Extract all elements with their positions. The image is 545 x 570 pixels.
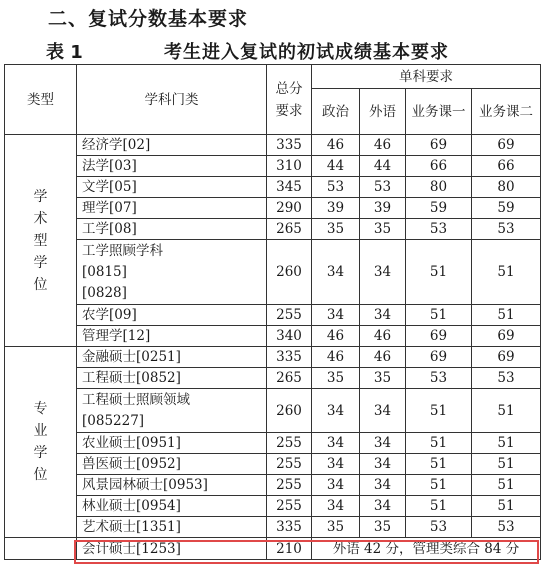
table-row — [5, 454, 541, 475]
score-requirements-table — [4, 64, 541, 560]
politics-cell: 34 — [312, 305, 360, 326]
course2-cell: 51 — [472, 305, 541, 326]
course1-cell: 59 — [406, 198, 472, 219]
table-row — [5, 517, 541, 538]
foreign-cell: 35 — [360, 517, 406, 538]
total-cell: 255 — [267, 475, 312, 496]
table-row — [5, 198, 541, 219]
table-row — [5, 156, 541, 177]
header-politics: 政治 — [312, 89, 360, 135]
foreign-cell: 46 — [360, 135, 406, 156]
politics-cell: 53 — [312, 177, 360, 198]
total-cell: 260 — [267, 389, 312, 433]
total-cell: 255 — [267, 305, 312, 326]
foreign-cell: 34 — [360, 454, 406, 475]
total-cell: 265 — [267, 368, 312, 389]
table-row — [5, 326, 541, 347]
politics-cell: 34 — [312, 496, 360, 517]
table-row — [5, 475, 541, 496]
course1-cell: 66 — [406, 156, 472, 177]
subject-line: [0815] — [82, 263, 127, 280]
subject-cell: 农业硕士[0951] — [77, 433, 267, 454]
politics-cell: 39 — [312, 198, 360, 219]
course1-cell: 51 — [406, 475, 472, 496]
subject-cell: 风景园林硕士[0953] — [77, 475, 267, 496]
total-cell: 260 — [267, 240, 312, 305]
table-row — [5, 305, 541, 326]
course2-cell: 53 — [472, 219, 541, 240]
politics-cell: 34 — [312, 389, 360, 433]
subject-cell: 法学[03] — [77, 156, 267, 177]
total-cell: 265 — [267, 219, 312, 240]
course1-cell: 53 — [406, 517, 472, 538]
header-single-subject: 单科要求 — [312, 65, 541, 89]
table-row-special — [5, 538, 541, 560]
header-category: 类型 — [5, 65, 77, 135]
foreign-cell: 46 — [360, 347, 406, 368]
subject-cell: 会计硕士[1253] — [77, 538, 267, 560]
table-number: 表 1 — [46, 42, 83, 63]
course2-cell: 51 — [472, 389, 541, 433]
foreign-cell: 34 — [360, 305, 406, 326]
foreign-cell: 44 — [360, 156, 406, 177]
politics-cell: 35 — [312, 368, 360, 389]
foreign-cell: 35 — [360, 219, 406, 240]
special-note-cell: 外语 42 分，管理类综合 84 分 — [312, 538, 541, 560]
politics-cell: 44 — [312, 156, 360, 177]
course2-cell: 80 — [472, 177, 541, 198]
course1-cell: 51 — [406, 454, 472, 475]
foreign-cell: 34 — [360, 389, 406, 433]
subject-cell: 工学[08] — [77, 219, 267, 240]
subject-line: 工程硕士照顾领域 — [82, 391, 190, 408]
course2-cell: 51 — [472, 433, 541, 454]
total-cell: 210 — [267, 538, 312, 560]
subject-cell — [77, 240, 267, 305]
category-cell-empty — [5, 538, 77, 560]
politics-cell: 34 — [312, 454, 360, 475]
politics-cell: 34 — [312, 433, 360, 454]
table-body — [5, 135, 541, 560]
subject-line: [085227] — [82, 412, 145, 429]
total-cell: 335 — [267, 517, 312, 538]
course2-cell: 51 — [472, 454, 541, 475]
foreign-cell: 34 — [360, 496, 406, 517]
course1-cell: 51 — [406, 240, 472, 305]
table-row — [5, 240, 541, 305]
total-cell: 310 — [267, 156, 312, 177]
foreign-cell: 34 — [360, 433, 406, 454]
foreign-cell: 39 — [360, 198, 406, 219]
total-cell: 335 — [267, 347, 312, 368]
foreign-cell: 34 — [360, 475, 406, 496]
subject-cell: 工程硕士[0852] — [77, 368, 267, 389]
header-course1: 业务课一 — [406, 89, 472, 135]
category-cell: 学术型学位 — [5, 135, 77, 347]
subject-line: 工学照顾学科 — [82, 242, 163, 259]
section-heading: 二、复试分数基本要求 — [48, 8, 249, 30]
subject-cell: 林业硕士[0954] — [77, 496, 267, 517]
foreign-cell: 35 — [360, 368, 406, 389]
table-row — [5, 135, 541, 156]
course1-cell: 69 — [406, 347, 472, 368]
subject-cell: 管理学[12] — [77, 326, 267, 347]
course1-cell: 53 — [406, 219, 472, 240]
politics-cell: 46 — [312, 135, 360, 156]
politics-cell: 35 — [312, 517, 360, 538]
politics-cell: 46 — [312, 326, 360, 347]
course1-cell: 69 — [406, 135, 472, 156]
foreign-cell: 46 — [360, 326, 406, 347]
header-course2: 业务课二 — [472, 89, 541, 135]
total-cell: 345 — [267, 177, 312, 198]
course2-cell: 51 — [472, 240, 541, 305]
course1-cell: 51 — [406, 389, 472, 433]
course1-cell: 51 — [406, 433, 472, 454]
course2-cell: 51 — [472, 496, 541, 517]
subject-cell: 艺术硕士[1351] — [77, 517, 267, 538]
course2-cell: 51 — [472, 475, 541, 496]
header-total: 总分要求 — [267, 65, 312, 135]
table-row — [5, 347, 541, 368]
course2-cell: 69 — [472, 326, 541, 347]
course1-cell: 80 — [406, 177, 472, 198]
total-cell: 290 — [267, 198, 312, 219]
subject-cell: 文学[05] — [77, 177, 267, 198]
foreign-cell: 34 — [360, 240, 406, 305]
subject-cell: 经济学[02] — [77, 135, 267, 156]
subject-line: [0828] — [82, 284, 127, 301]
course1-cell: 51 — [406, 305, 472, 326]
table-row — [5, 496, 541, 517]
politics-cell: 34 — [312, 475, 360, 496]
foreign-cell: 53 — [360, 177, 406, 198]
table-row — [5, 368, 541, 389]
subject-cell: 理学[07] — [77, 198, 267, 219]
total-cell: 255 — [267, 433, 312, 454]
total-cell: 255 — [267, 454, 312, 475]
table-row — [5, 389, 541, 433]
course2-cell: 69 — [472, 135, 541, 156]
subject-cell: 兽医硕士[0952] — [77, 454, 267, 475]
table-row — [5, 219, 541, 240]
header-subject: 学科门类 — [77, 65, 267, 135]
category-cell: 专业学位 — [5, 347, 77, 538]
course2-cell: 59 — [472, 198, 541, 219]
table-row — [5, 433, 541, 454]
politics-cell: 35 — [312, 219, 360, 240]
subject-cell — [77, 389, 267, 433]
subject-cell: 农学[09] — [77, 305, 267, 326]
course1-cell: 69 — [406, 326, 472, 347]
total-cell: 255 — [267, 496, 312, 517]
course2-cell: 66 — [472, 156, 541, 177]
course2-cell: 53 — [472, 368, 541, 389]
total-cell: 335 — [267, 135, 312, 156]
course2-cell: 53 — [472, 517, 541, 538]
table-row — [5, 177, 541, 198]
course1-cell: 51 — [406, 496, 472, 517]
course1-cell: 53 — [406, 368, 472, 389]
total-cell: 340 — [267, 326, 312, 347]
course2-cell: 69 — [472, 347, 541, 368]
politics-cell: 34 — [312, 240, 360, 305]
table-title: 考生进入复试的初试成绩基本要求 — [164, 42, 449, 63]
subject-cell: 金融硕士[0251] — [77, 347, 267, 368]
politics-cell: 46 — [312, 347, 360, 368]
header-foreign: 外语 — [360, 89, 406, 135]
